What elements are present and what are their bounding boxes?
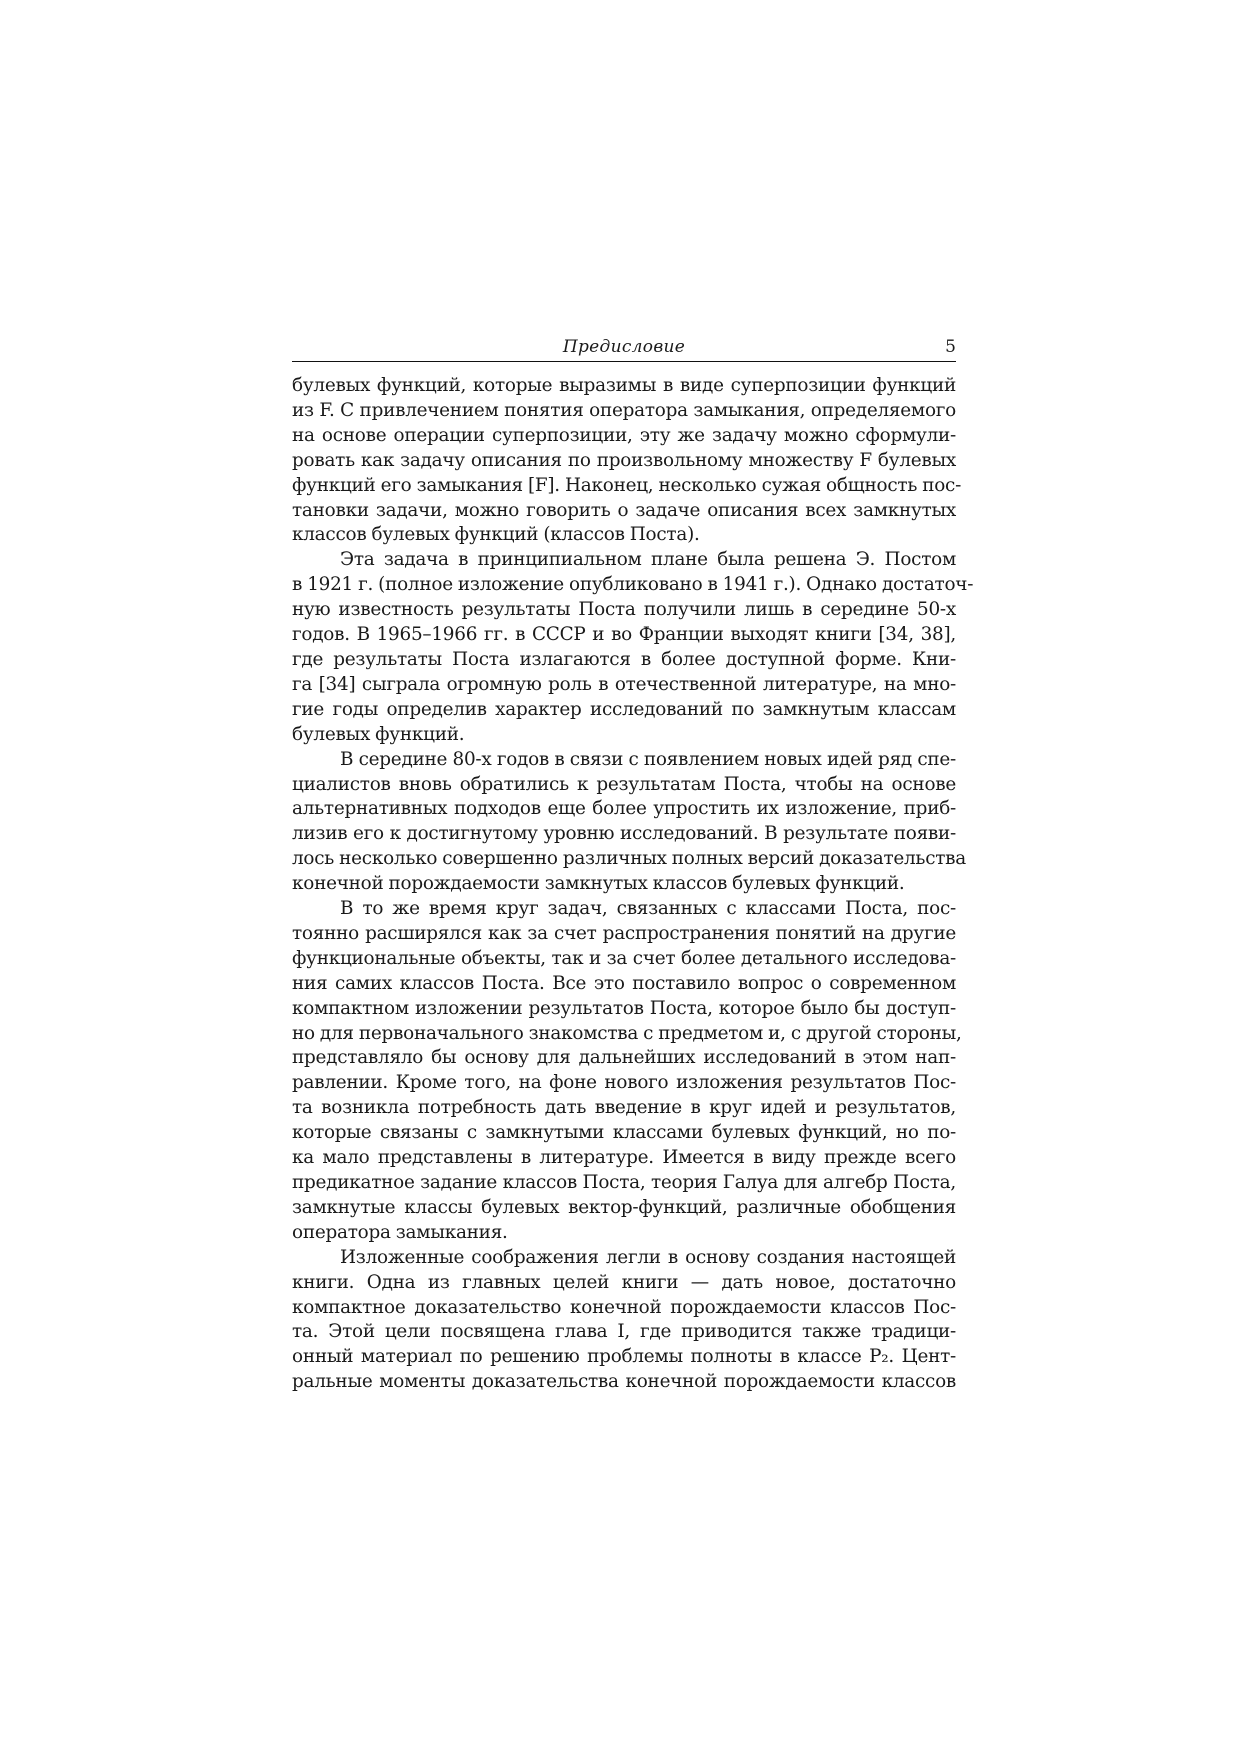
text-line: из F. С привлечением понятия оператора замыкания, определяемого	[292, 399, 956, 421]
text-line: на основе операции суперпозиции, эту же задачу можно сформули-	[292, 424, 956, 446]
text-line: ка мало представлены в литературе. Имеется в виду прежде всего	[292, 1147, 956, 1169]
text-line: равлении. Кроме того, на фоне нового изложения результатов Пос-	[292, 1072, 956, 1094]
text-line: книги. Одна из главных целей книги — дать новое, достаточно	[292, 1271, 956, 1293]
text-line: замкнутые классы булевых вектор-функций, различные обобщения	[292, 1196, 956, 1218]
text-line: та возникла потребность дать введение в круг идей и результатов,	[292, 1097, 956, 1119]
paragraph-2	[292, 548, 974, 747]
text-line: представляло бы основу для дальнейших исследований в этом нап-	[292, 1047, 956, 1069]
text-line: Эта задача в принципиальном плане была решена Э. Постом	[340, 549, 956, 571]
book-page	[292, 335, 974, 1395]
text-line: альтернативных подходов еще более упростить их изложение, приб-	[292, 798, 956, 820]
text-line: классов булевых функций (классов Поста).	[292, 524, 700, 546]
text-line: тоянно расширялся как за счет распространения понятий на другие	[292, 922, 956, 944]
text-line: в 1921 г. (полное изложение опубликовано в 1941 г.). Однако достаточ-	[292, 574, 974, 596]
text-line: В то же время круг задач, связанных с классами Поста, пос-	[340, 898, 956, 920]
text-line: лизив его к достигнутому уровню исследований. В результате появи-	[292, 823, 956, 845]
text-line: но для первоначального знакомства с предметом и, с другой стороны,	[292, 1022, 962, 1044]
running-title: Предисловие	[562, 337, 686, 357]
body-text	[292, 374, 974, 1395]
paragraph-5	[292, 1246, 956, 1395]
paragraph-3	[292, 748, 966, 897]
text-line: конечной порождаемости замкнутых классов булевых функций.	[292, 873, 905, 895]
text-line: ральные моменты доказательства конечной порождаемости классов	[292, 1371, 956, 1393]
text-line: га [34] сыграла огромную роль в отечественной литературе, на мно-	[292, 673, 956, 695]
text-line: ровать как задачу описания по произвольному множеству F булевых	[292, 449, 956, 471]
text-line: ния самих классов Поста. Все это поставило вопрос о современном	[292, 972, 956, 994]
text-line: где результаты Поста излагаются в более доступной форме. Кни-	[292, 648, 956, 670]
text-line: та. Этой цели посвящена глава I, где приводится также традици-	[292, 1321, 956, 1343]
text-line: функциональные объекты, так и за счет более детального исследова-	[292, 947, 956, 969]
text-line: булевых функций, которые выразимы в виде суперпозиции функций	[292, 375, 956, 396]
text-line: циалистов вновь обратились к результатам Поста, чтобы на основе	[292, 773, 956, 795]
text-line: оператора замыкания.	[292, 1221, 508, 1243]
text-line: компактное доказательство конечной порождаемости классов Пос-	[292, 1296, 956, 1318]
paragraph-4	[292, 897, 962, 1246]
text-line: В середине 80-х годов в связи с появлением новых идей ряд спе-	[340, 748, 956, 770]
text-line: онный материал по решению проблемы полноты в классе P₂. Цент-	[292, 1346, 956, 1368]
text-line: Изложенные соображения легли в основу создания настоящей	[340, 1246, 956, 1268]
text-line: годов. В 1965–1966 гг. в СССР и во Франции выходят книги [34, 38],	[292, 624, 956, 646]
text-line: функций его замыкания [F]. Наконец, несколько сужая общность пос-	[292, 474, 962, 496]
text-line: лось несколько совершенно различных полных версий доказательства	[292, 848, 966, 870]
text-line: гие годы определив характер исследований по замкнутым классам	[292, 698, 956, 720]
paragraph-1	[292, 374, 962, 548]
text-line: которые связаны с замкнутыми классами булевых функций, но по-	[292, 1122, 956, 1144]
text-line: ную известность результаты Поста получили лишь в середине 50-х	[292, 599, 956, 621]
text-line: предикатное задание классов Поста, теория Галуа для алгебр Поста,	[292, 1172, 956, 1193]
running-header	[292, 335, 956, 362]
page-number: 5	[945, 337, 956, 357]
text-line: булевых функций.	[292, 723, 465, 745]
text-line: компактном изложении результатов Поста, которое было бы доступ-	[292, 997, 956, 1019]
text-line: тановки задачи, можно говорить о задаче описания всех замкнутых	[292, 499, 956, 521]
